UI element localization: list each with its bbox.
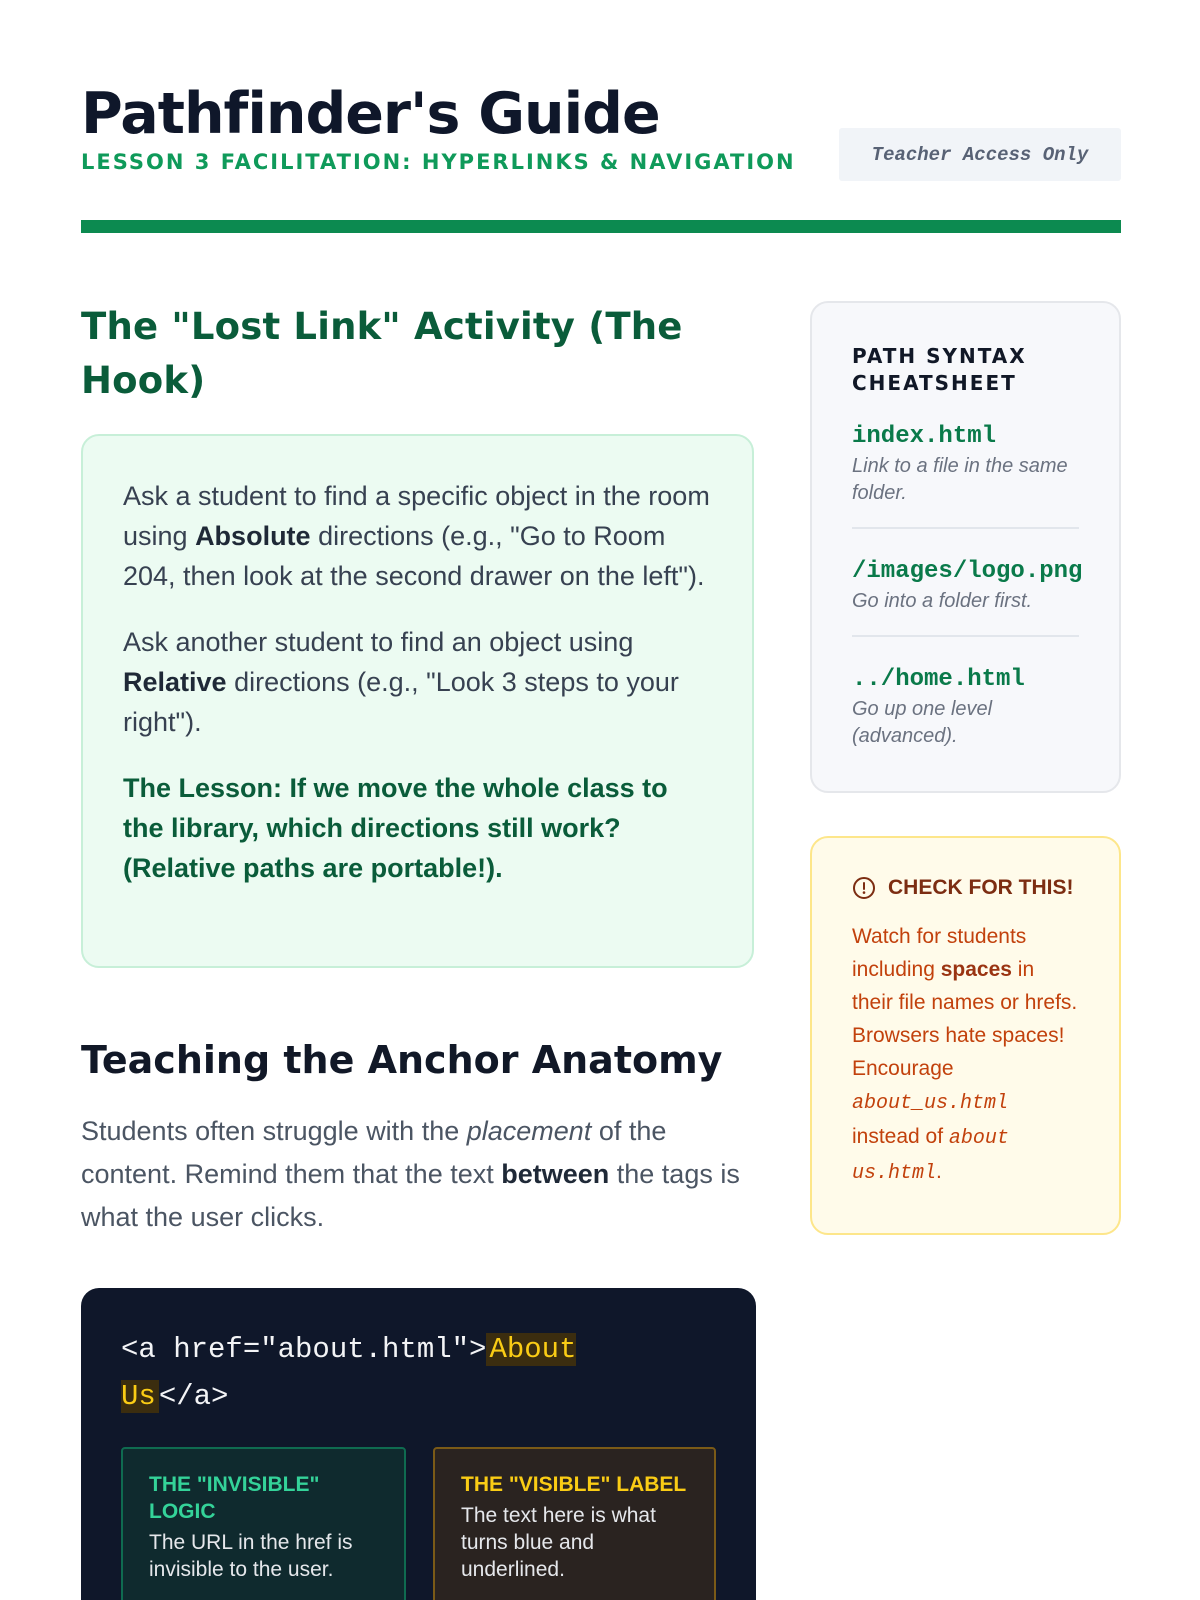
cheatsheet-item [852,421,1079,529]
page-header [81,78,1121,174]
between-term: between [501,1159,610,1189]
warning-title: CHECK FOR THIS! [888,876,1074,899]
cheatsheet-code: ../home.html [852,666,1025,693]
cheatsheet-code: index.html [852,423,997,450]
cheatsheet-item [852,556,1083,637]
visible-label-card [433,1447,716,1600]
invisible-logic-card [121,1447,406,1600]
visible-label-text: The text here is what turns blue and underlined. [461,1504,656,1581]
hook-activity-box [81,434,754,968]
cheatsheet-item [852,664,1079,750]
page-title: Pathfinder's Guide [81,81,660,147]
absolute-term: Absolute [195,521,311,551]
header-divider [81,220,1121,233]
anchor-text-highlight: About Us [121,1333,577,1413]
path-cheatsheet [810,301,1121,793]
placement-term: placement [466,1116,592,1146]
spaces-term: spaces [940,958,1012,981]
warning-text: Watch for students including spaces in their file names or hrefs. Browsers hate spaces! Encourage about_us.html instead of about us.html. [852,925,1078,1185]
anatomy-intro: Students often struggle with the placement of the content. Remind them that the text between the tags is what the user clicks. [81,1116,740,1232]
hook-heading: The "Lost Link" Activity (The Hook) [81,305,683,402]
lesson-subtitle: LESSON 3 FACILITATION: HYPERLINKS & NAVIGATION [81,150,796,174]
good-filename: about_us.html [852,1092,1009,1115]
cheatsheet-desc: Go up one level (advanced). [852,698,993,747]
anatomy-heading: Teaching the Anchor Anatomy [81,1038,723,1082]
hook-paragraph-relative: Ask another student to find an object using Relative directions (e.g., "Look 3 steps to your right"). [123,627,679,737]
relative-term: Relative [123,667,227,697]
check-warning-card [810,836,1121,1235]
cheatsheet-title: PATH SYNTAX CHEATSHEET [852,344,1027,395]
cheatsheet-code: /images/logo.png [852,558,1083,585]
cheatsheet-desc: Go into a folder first. [852,590,1033,612]
warning-header [852,876,1079,900]
cheatsheet-desc: Link to a file in the same folder. [852,455,1068,504]
anchor-code-line: <a href="about.html"> About Us </a> [121,1333,577,1413]
hook-lesson: The Lesson: If we move the whole class to the library, which directions still work? (Relative paths are portable!). [123,773,668,883]
visible-label-title: THE "VISIBLE" LABEL [461,1473,687,1496]
hook-paragraph-absolute: Ask a student to find a specific object in the room using Absolute directions (e.g., "Go to Room 204, then look at the second drawer on the left"). [123,481,710,591]
access-badge: Teacher Access Only [839,128,1121,181]
main-content [81,300,756,1232]
invisible-logic-title: THE "INVISIBLE" LOGIC [149,1473,320,1523]
invisible-logic-text: The URL in the href is invisible to the user. [149,1531,353,1581]
alert-circle-icon [852,876,876,900]
bad-filename: about us.html [852,1127,1009,1185]
